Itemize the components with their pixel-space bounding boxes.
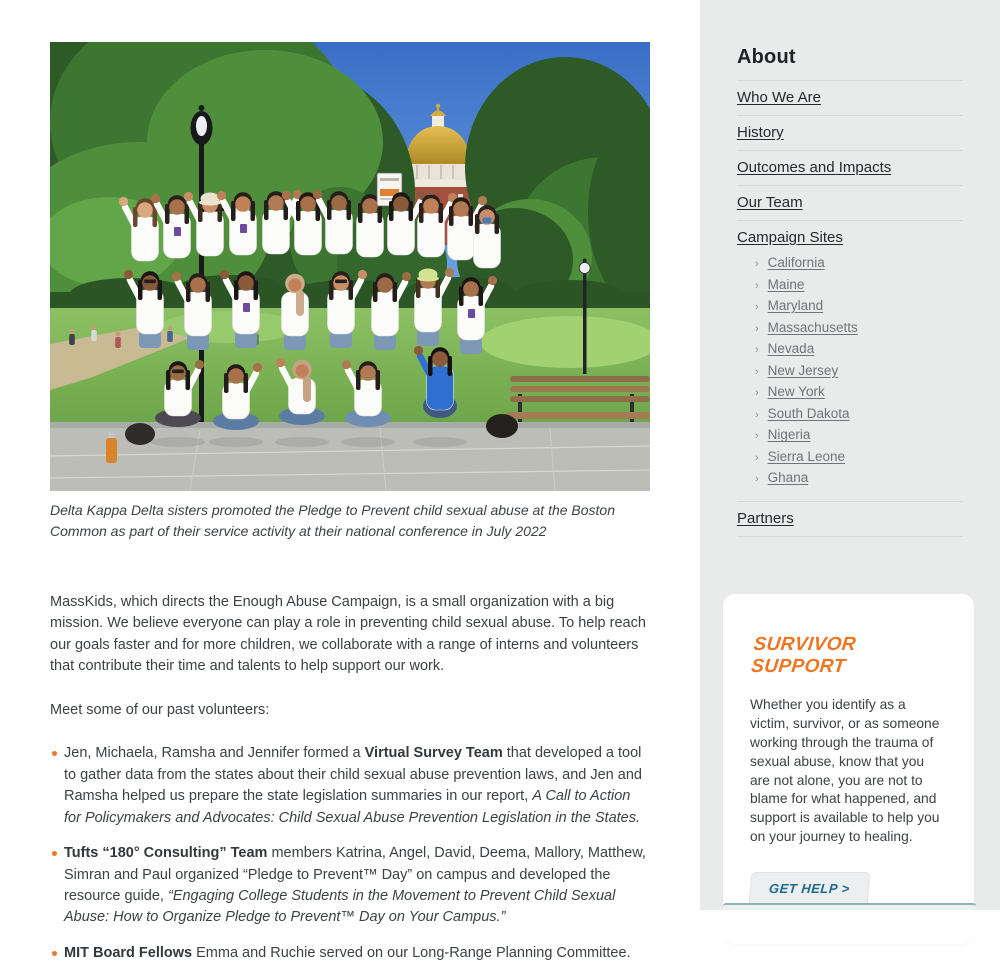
sidebar-block-partners xyxy=(737,502,963,537)
sidebar-item-history[interactable]: History xyxy=(737,124,784,141)
sidebar-item-outcomes-and-impacts[interactable]: Outcomes and Impacts xyxy=(737,159,892,176)
survivor-support-text: Whether you identify as a victim, survivor, or as someone working through the trauma of sexual abuse, know that you are not alone, you are not to blame for what happened, and support is available to help you on your journey to healing. xyxy=(750,697,940,845)
sidebar-heading: About xyxy=(737,46,963,81)
campaign-site-link-nigeria[interactable]: Nigeria xyxy=(767,427,811,443)
campaign-site-link-maine[interactable]: Maine xyxy=(767,276,805,292)
chevron-right-icon: › xyxy=(755,473,759,486)
sub-item-new-york xyxy=(755,385,963,400)
survivor-support-card xyxy=(723,594,974,944)
photo-figure xyxy=(50,42,650,542)
sidebar-item-campaign-sites[interactable]: Campaign Sites xyxy=(737,229,843,246)
photo-caption: Delta Kappa Delta sisters promoted the Pledge to Prevent child sexual abuse at the Boston Common as part of their service activity at their national conference in July 2022 xyxy=(50,502,616,539)
sub-item-nigeria xyxy=(755,428,963,443)
conference-photo xyxy=(50,42,650,491)
chevron-right-icon: › xyxy=(755,451,759,464)
volunteer-bullet: Tufts “180° Consulting” Team members Katrina, Angel, David, Deema, Mallory, Matthew, Simran and Paul organized “Pledge to Prevent™ Day” on campus and developed the resource guide, “Engaging College Students in the Movement to Prevent Child Sexual Abuse: How to Organize Pledge to Prevent™ Day on Your Campus.” xyxy=(52,843,650,929)
lead-in-paragraph: Meet some of our past volunteers: xyxy=(50,701,270,718)
volunteer-bullet: Jen, Michaela, Ramsha and Jennifer formed a Virtual Survey Team that developed a tool to gather data from the states about their child sexual abuse prevention laws, and Jen and Ramsha helped us prepare the state legislation summaries in our report, A Call to Action for Policymakers and Advocates: Child Sexual Abuse Prevention Legislation in the States. xyxy=(52,743,650,829)
sidebar-block-campaign-sites xyxy=(737,221,963,502)
sidebar-item-who-we-are[interactable]: Who We Are xyxy=(737,89,821,106)
sidebar xyxy=(700,0,1000,910)
sub-item-california xyxy=(755,256,963,271)
chevron-right-icon: › xyxy=(755,301,759,314)
next-card-peek xyxy=(723,903,976,910)
chevron-right-icon: › xyxy=(755,322,759,335)
campaign-sites-sublist xyxy=(737,256,963,486)
campaign-site-link-massachusetts[interactable]: Massachusetts xyxy=(767,319,858,335)
chevron-right-icon: › xyxy=(755,258,759,270)
campaign-site-link-new-york[interactable]: New York xyxy=(767,384,825,400)
sub-item-maine xyxy=(755,278,963,293)
campaign-site-link-south-dakota[interactable]: South Dakota xyxy=(767,405,850,421)
campaign-site-link-maryland[interactable]: Maryland xyxy=(767,298,824,314)
survivor-support-heading: SURVIVOR SUPPORT xyxy=(750,634,858,678)
get-help-button[interactable]: GET HELP > xyxy=(749,872,871,906)
chevron-right-icon: › xyxy=(755,365,759,378)
sub-item-massachusetts xyxy=(755,321,963,336)
chevron-right-icon: › xyxy=(755,408,759,421)
chevron-right-icon: › xyxy=(755,430,759,443)
campaign-site-link-california[interactable]: California xyxy=(767,255,825,270)
sidebar-nav xyxy=(737,81,963,537)
sub-item-sierra-leone xyxy=(755,450,963,465)
sub-item-maryland xyxy=(755,299,963,314)
sidebar-block-history xyxy=(737,116,963,151)
volunteer-bullet: MIT Board Fellows Emma and Ruchie served on our Long-Range Planning Committee. xyxy=(52,943,650,964)
sidebar-block-our-team xyxy=(737,186,963,221)
chevron-right-icon: › xyxy=(755,387,759,400)
campaign-site-link-ghana[interactable]: Ghana xyxy=(767,470,809,486)
sub-item-south-dakota xyxy=(755,407,963,422)
sidebar-block-outcomes-and-impacts xyxy=(737,151,963,186)
chevron-right-icon: › xyxy=(755,279,759,292)
chevron-right-icon: › xyxy=(755,344,759,357)
article-body xyxy=(50,592,650,964)
sub-item-ghana xyxy=(755,471,963,486)
sub-item-new-jersey xyxy=(755,364,963,379)
sidebar-item-our-team[interactable]: Our Team xyxy=(737,194,803,211)
volunteer-list xyxy=(52,743,650,964)
sub-item-nevada xyxy=(755,342,963,357)
sidebar-block-who-we-are xyxy=(737,81,963,116)
campaign-site-link-nevada[interactable]: Nevada xyxy=(767,341,815,357)
intro-paragraph: MassKids, which directs the Enough Abuse Campaign, is a small organization with a big mission. We believe everyone can play a role in preventing child sexual abuse. To help reach our goals faster and for more children, we collaborate with a range of interns and volunteers that contribute their time and talents to help support our work. xyxy=(50,594,646,675)
campaign-site-link-new-jersey[interactable]: New Jersey xyxy=(767,362,839,378)
campaign-site-link-sierra-leone[interactable]: Sierra Leone xyxy=(767,448,845,464)
sidebar-item-partners[interactable]: Partners xyxy=(737,510,794,528)
